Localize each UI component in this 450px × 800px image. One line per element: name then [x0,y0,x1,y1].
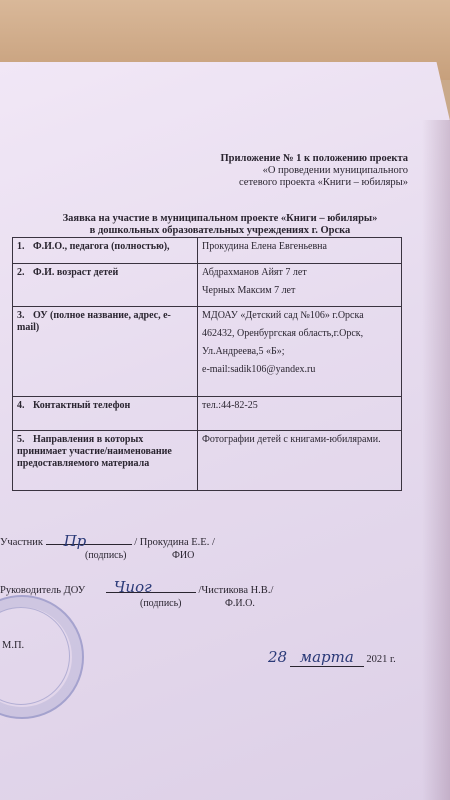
appendix-line-3: сетевого проекта «Книги – юбиляры» [239,177,408,188]
director-label: Руководитель ДОУ [0,585,86,596]
row-label-text: ОУ (полное название, адрес, e-mail) [17,310,171,333]
row-answer [198,307,402,397]
table-row [13,307,402,397]
participant-name: / Прокудина Е.Е. / [134,537,215,548]
appendix-line-2: «О проведении муниципального [262,165,408,176]
director-signature-row [0,578,274,596]
table-row [13,264,402,307]
answer-line: 462432, Оренбургская область,г.Орск, [202,328,364,339]
answer-line: Прокудина Елена Евгеньевна [202,241,327,252]
row-answer [198,397,402,431]
answer-line: Черных Максим 7 лет [202,285,296,296]
participant-sign-caption: (подпись) [85,550,127,561]
row-label [13,264,198,307]
director-name-caption: Ф.И.О. [225,598,255,609]
participant-signature-row [0,532,215,550]
title-line-2: в дошкольных образовательных учреждениях г. Орска [89,225,351,236]
answer-line: тел.:44-82-25 [202,400,258,411]
director-name: /Чистикова Н.В./ [198,585,274,596]
answer-line: e-mail:sadik106@yandex.ru [202,364,316,375]
appendix-header [178,153,408,189]
answer-line: МДОАУ «Детский сад №106» г.Орска [202,310,364,321]
row-label-text: Контактный телефон [33,400,131,411]
stamp-label: М.П. [2,640,25,651]
row-label [13,431,198,491]
table-row [13,397,402,431]
director-signature: Чиог [113,578,152,596]
row-label [13,238,198,264]
answer-line: Ул.Андреева,5 «Б»; [202,346,285,357]
participant-label: Участник [0,537,43,548]
row-label-text: Направления в которых принимает участие/наименование предоставляемого материала [17,434,172,469]
application-table [12,237,402,491]
answer-line: Абдрахманов Айят 7 лет [202,267,307,278]
title-line-1: Заявка на участие в муниципальном проекте «Книги – юбиляры» [62,213,378,224]
date-year: 2021 г. [366,654,396,665]
date-day: 28 [268,648,288,666]
row-answer [198,431,402,491]
answer-line: Фотографии детей с книгами-юбилярами. [202,434,381,445]
document-title [30,213,410,237]
row-number: 1. [17,241,25,252]
row-label-text: Ф.И. возраст детей [33,267,119,278]
row-label-text: Ф.И.О., педагога (полностью), [33,241,170,252]
page-shadow [422,120,450,800]
date-month: марта [299,648,354,666]
appendix-line-1: Приложение № 1 к положению проекта [220,153,408,164]
date-month-line [290,648,364,667]
signing-date [268,648,396,667]
row-label [13,307,198,397]
participant-signature-line [46,532,132,550]
participant-signature: Пр [63,532,87,550]
row-number: 5. [17,434,25,445]
row-label [13,397,198,431]
row-answer [198,264,402,307]
stamp-inner-ring [0,607,70,705]
director-signature-line [106,578,196,596]
director-sign-caption: (подпись) [140,598,182,609]
row-answer [198,238,402,264]
participant-name-caption: ФИО [172,550,195,561]
row-number: 3. [17,310,25,321]
row-number: 2. [17,267,25,278]
row-number: 4. [17,400,25,411]
table-row [13,431,402,491]
table-row [13,238,402,264]
